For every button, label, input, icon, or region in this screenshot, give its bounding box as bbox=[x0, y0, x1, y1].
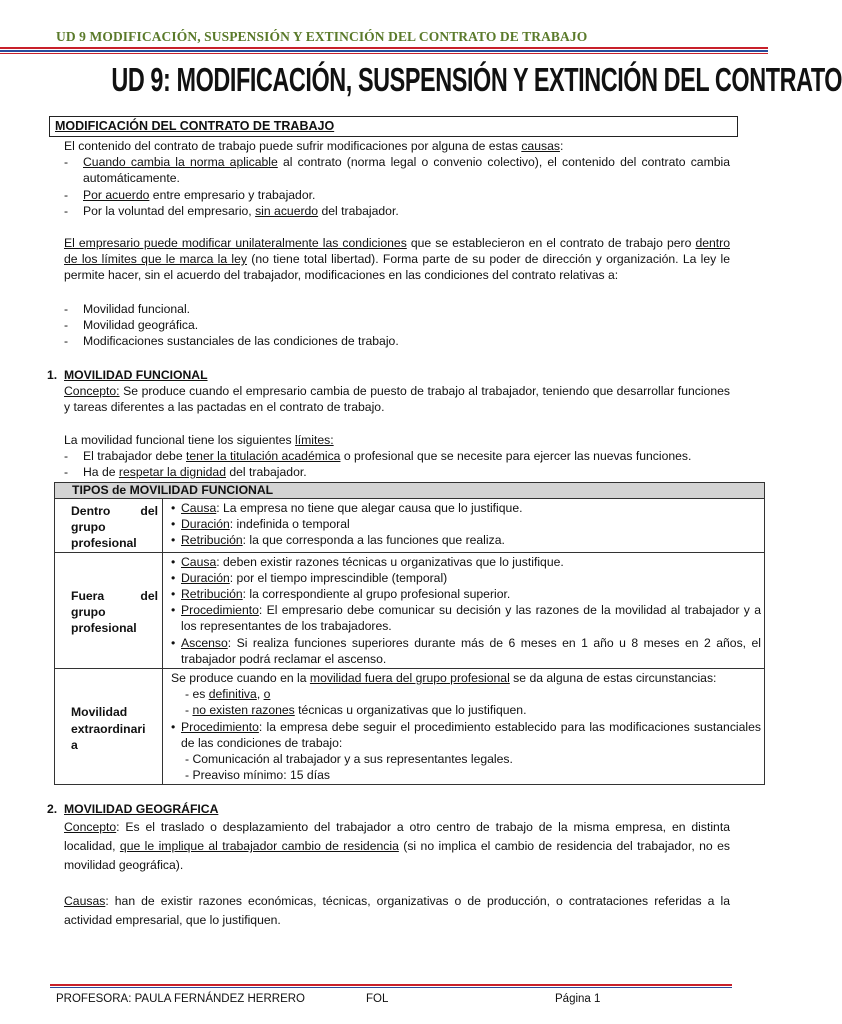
category-cell: Movilidad extraordinari a bbox=[55, 669, 163, 785]
intro-paragraph: El contenido del contrato de trabajo puede sufrir modificaciones por alguna de estas causas: bbox=[64, 139, 564, 153]
header-rule-red-2 bbox=[0, 53, 768, 54]
geografica-causas-paragraph: Causas: han de existir razones económicas, técnicas, organizativas o de producción, o contrataciones referidas a la actividad empresarial, que lo justifiquen. bbox=[64, 894, 730, 927]
table-heading: TIPOS de MOVILIDAD FUNCIONAL bbox=[55, 483, 765, 499]
description-cell: Se produce cuando en la movilidad fuera del grupo profesional se da alguna de estas circunstancias: - es definitiva, o - no existen razones técnicas u organizativas que lo justifiquen. • Procedimiento: la empresa debe seguir el procedimiento establecido para las modificaciones sustanciales de las condiciones de trabajo: - Comunicación al trabajador y a sus representantes legales. - Preaviso mínimo: 15 días bbox=[163, 669, 765, 785]
list-dash: - bbox=[64, 302, 69, 316]
table-row bbox=[55, 499, 765, 553]
description-cell: • Causa: La empresa no tiene que alegar causa que lo justifique. • Duración: indefinida o temporal • Retribución: la que corresponda a las funciones que realiza. bbox=[163, 499, 765, 553]
footer-subject: FOL bbox=[366, 993, 389, 1005]
list-item-movilidad-funcional: Movilidad funcional. bbox=[83, 302, 191, 316]
table-row bbox=[55, 669, 765, 785]
list-dash: - bbox=[64, 188, 69, 202]
section-heading-movilidad-funcional: MOVILIDAD FUNCIONAL bbox=[64, 368, 208, 382]
section-number: 1. bbox=[47, 368, 58, 382]
list-dash: - bbox=[64, 155, 69, 169]
section-title-modificacion: MODIFICACIÓN DEL CONTRATO DE TRABAJO bbox=[49, 116, 738, 137]
footer-page-number: Página 1 bbox=[555, 993, 601, 1005]
footer-rule-blue bbox=[50, 987, 732, 988]
list-dash: - bbox=[64, 318, 69, 332]
footer-author: PROFESORA: PAULA FERNÁNDEZ HERRERO bbox=[56, 993, 305, 1005]
table-row bbox=[55, 552, 765, 668]
paragraph-unilateral: El empresario puede modificar unilateralmente las condiciones que se establecieron en el contrato de trabajo pero dentro de los límites que le marca la ley (no tiene total libertad). Forma parte de su poder de dirección y organización. La ley le permite hacer, sin el acuerdo del trabajador, modificaciones en las condiciones del contrato relativas a: bbox=[64, 236, 731, 283]
footer-rule-red bbox=[50, 984, 732, 986]
category-cell: Fuera del grupo profesional bbox=[55, 552, 163, 668]
list-item-movilidad-geografica: Movilidad geográfica. bbox=[83, 318, 199, 332]
limites-intro: La movilidad funcional tiene los siguientes límites: bbox=[64, 433, 334, 447]
running-header: UD 9 MODIFICACIÓN, SUSPENSIÓN Y EXTINCIÓN DEL CONTRATO DE TRABAJO bbox=[56, 29, 588, 44]
list-item-causa-2: Por acuerdo entre empresario y trabajador. bbox=[83, 188, 316, 202]
page-title: UD 9: MODIFICACIÓN, SUSPENSIÓN Y EXTINCIÓN DEL CONTRATO bbox=[111, 61, 842, 98]
list-item-causa-3: Por la voluntad del empresario, sin acuerdo del trabajador. bbox=[83, 204, 399, 218]
list-dash: - bbox=[64, 204, 69, 218]
list-dash: - bbox=[64, 449, 69, 463]
section-heading-movilidad-geografica: MOVILIDAD GEOGRÁFICA bbox=[64, 802, 219, 816]
header-rule-red bbox=[0, 47, 768, 49]
concepto-paragraph: Concepto: Se produce cuando el empresario cambia de puesto de trabajo al trabajador, teniendo que desarrollar funciones y tareas diferentes a las pactadas en el contrato de trabajo. bbox=[64, 384, 730, 415]
description-cell: • Causa: deben existir razones técnicas u organizativas que lo justifique. • Duración: por el tiempo imprescindible (temporal) • Retribución: la correspondiente al grupo profesional superior. • Procedimiento: El empresario debe comunicar su decisión y las razones de la movilidad al trabajador y a los representantes de los trabajadores. • Ascenso: Si realiza funciones superiores durante más de 6 meses en 1 año u 8 meses en 2 años, el trabajador podrá reclamar el ascenso. bbox=[163, 552, 765, 668]
limite-titulacion: El trabajador debe tener la titulación académica o profesional que se necesite para ejercer las nuevas funciones. bbox=[83, 449, 692, 463]
list-item-causa-1: Cuando cambia la norma aplicable al contrato (norma legal o convenio colectivo), el contenido del contrato cambia automáticamente. bbox=[83, 155, 730, 186]
list-dash: - bbox=[64, 334, 69, 348]
category-cell: Dentro del grupo profesional bbox=[55, 499, 163, 553]
section-number: 2. bbox=[47, 802, 58, 816]
geografica-concepto-paragraph: Concepto: Es el traslado o desplazamiento del trabajador a otro centro de trabajo de la misma empresa, en distinta localidad, que le implique al trabajador cambio de residencia (si no implica el cambio de residencia del trabajador, no es movilidad geográfica). bbox=[64, 820, 730, 872]
table-header-row bbox=[55, 483, 765, 499]
header-rule-blue bbox=[0, 50, 768, 52]
list-item-modificaciones-sustanciales: Modificaciones sustanciales de las condiciones de trabajo. bbox=[83, 334, 399, 348]
limite-dignidad: Ha de respetar la dignidad del trabajador. bbox=[83, 465, 307, 479]
list-dash: - bbox=[64, 465, 69, 479]
tipos-movilidad-table bbox=[54, 482, 765, 785]
